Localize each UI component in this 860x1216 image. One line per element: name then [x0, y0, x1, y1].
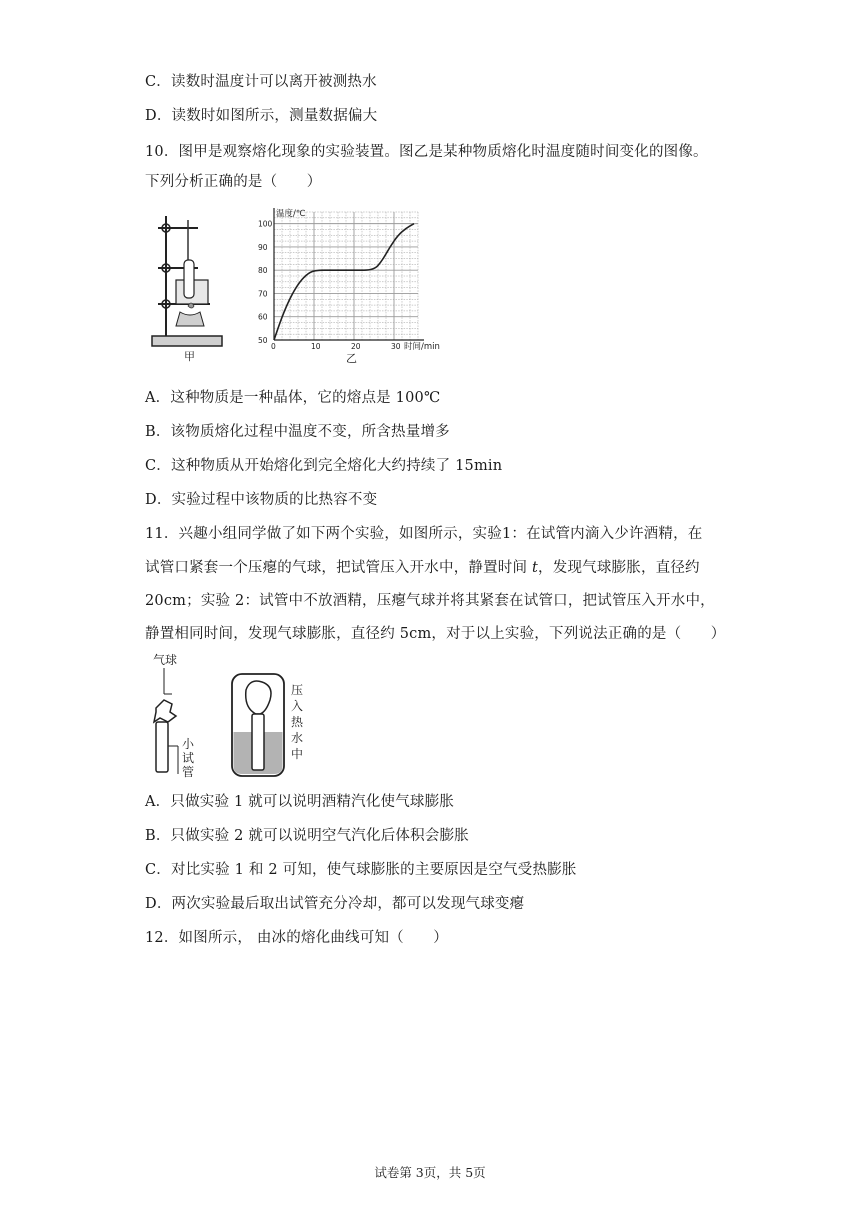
- q11-figure-balloon-tube: [150, 650, 315, 780]
- chart-axes: [274, 208, 424, 340]
- x-tick-label: 30: [391, 342, 401, 351]
- fig-tube-label-1: 小: [182, 737, 195, 751]
- y-tick-label: 90: [258, 242, 268, 252]
- q11-option-c: C．对比实验 1 和 2 可知，使气球膨胀的主要原因是空气受热膨胀: [145, 862, 577, 878]
- q10-stem-line1: 10．图甲是观察熔化现象的实验装置。图乙是某种物质熔化时温度随时间变化的图像。: [145, 144, 708, 160]
- q11-option-a: A．只做实验 1 就可以说明酒精汽化使气球膨胀: [145, 794, 455, 810]
- q11-stem-line4: 静置相同时间，发现气球膨胀，直径约 5cm，对于以上实验，下列说法正确的是（ ）: [145, 626, 726, 642]
- fig-tube-label-3: 管: [182, 765, 195, 779]
- y-tick-label: 100: [258, 219, 273, 229]
- q10-stem-line2: 下列分析正确的是（ ）: [145, 174, 322, 190]
- q11-stem-line1: 11．兴趣小组同学做了如下两个实验，如图所示，实验1：在试管内滴入少许酒精，在: [145, 526, 703, 542]
- q9-option-d: D．读数时如图所示，测量数据偏大: [145, 108, 378, 124]
- fig-press-label-3: 热: [291, 715, 304, 729]
- q9-option-c: C．读数时温度计可以离开被测热水: [145, 74, 377, 90]
- fig-press-label-2: 入: [291, 699, 304, 713]
- x-tick-label: 0: [271, 342, 276, 351]
- q11-stem-line2: 试管口紧套一个压瘪的气球，把试管压入开水中，静置时间 t，发现气球膨胀，直径约: [145, 560, 700, 576]
- x-tick-label: 20: [351, 342, 361, 351]
- q10-option-b: B．该物质熔化过程中温度不变，所含热量增多: [145, 424, 450, 440]
- fig-press-label-4: 水: [291, 731, 304, 745]
- y-tick-label: 70: [258, 289, 268, 299]
- q10-fig-jia-label: 甲: [184, 350, 195, 363]
- q10-figure-jia: [150, 208, 240, 368]
- y-tick-label: 60: [258, 312, 268, 322]
- x-tick-label: 10: [311, 342, 321, 351]
- chart-ylabel: 温度/℃: [276, 209, 306, 219]
- q12-stem: 12．如图所示， 由冰的熔化曲线可知（ ）: [145, 930, 448, 946]
- page-footer: 试卷第 3页，共 5页: [374, 1165, 486, 1180]
- chart-xlabel: 时间/min: [404, 342, 440, 352]
- q10-chart: [254, 204, 440, 368]
- q10-option-c: C．这种物质从开始熔化到完全熔化大约持续了 15min: [145, 458, 503, 474]
- fig-tube-label-2: 试: [182, 751, 195, 765]
- y-tick-label: 80: [258, 266, 268, 276]
- q10-option-a: A．这种物质是一种晶体，它的熔点是 100℃: [145, 390, 441, 406]
- fig-press-label-5: 中: [291, 747, 304, 761]
- q11-option-b: B．只做实验 2 就可以说明空气汽化后体积会膨胀: [145, 828, 469, 844]
- q11-stem-line3: 20cm；实验 2：试管中不放酒精，压瘪气球并将其紧套在试管口，把试管压入开水中，: [145, 593, 715, 609]
- q10-option-d: D．实验过程中该物质的比热容不变: [145, 492, 378, 508]
- fig-balloon-label: 气球: [153, 653, 178, 667]
- fig-press-label-1: 压: [291, 683, 304, 697]
- chart-ticks: [258, 220, 401, 351]
- chart-grid: [274, 212, 418, 340]
- q10-fig-yi-label: 乙: [346, 352, 357, 365]
- q11-option-d: D．两次实验最后取出试管充分冷却，都可以发现气球变瘪: [145, 896, 525, 912]
- y-tick-label: 50: [258, 336, 268, 345]
